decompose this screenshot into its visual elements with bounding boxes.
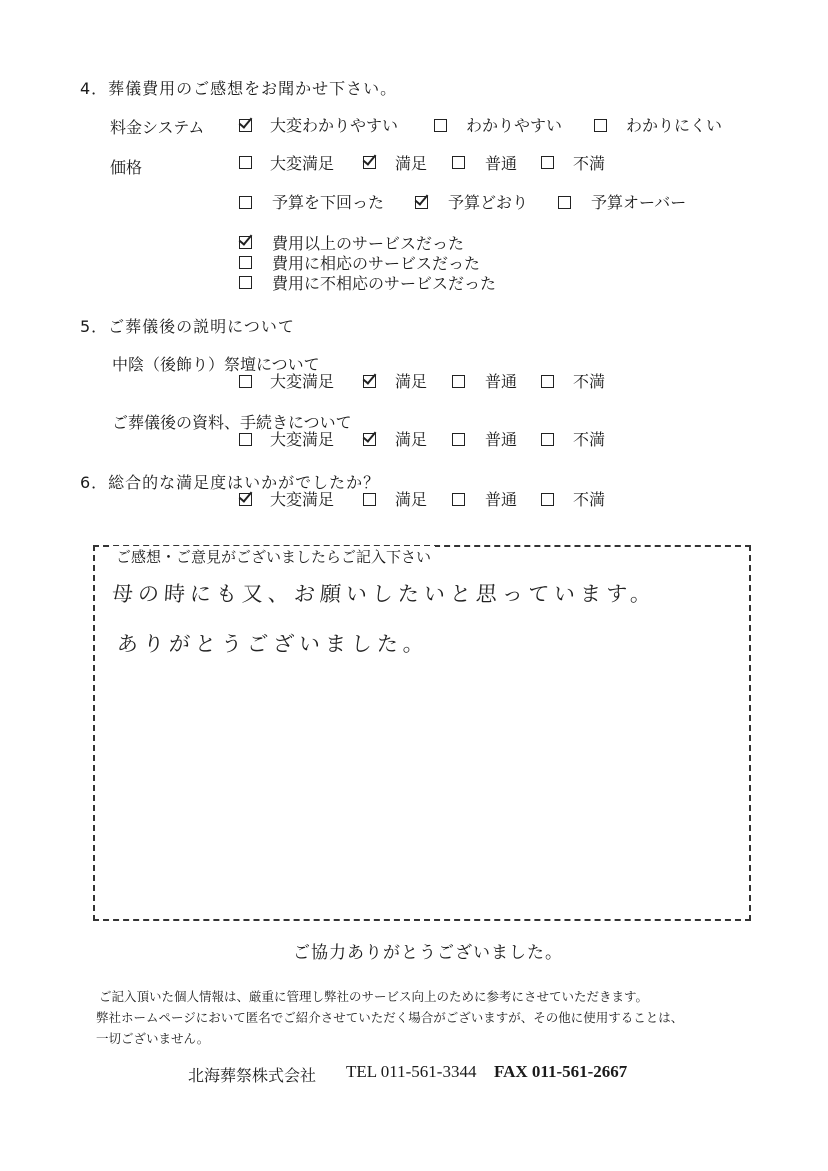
overall-opt4-label: 不満	[573, 490, 606, 509]
price-r1-opt1-checkbox[interactable]	[239, 156, 252, 169]
price-r3-opt1-checkbox[interactable]	[239, 236, 252, 249]
company-fax: FAX 011-561-2667	[494, 1062, 628, 1081]
overall-opt4-checkbox[interactable]	[541, 493, 554, 506]
price-r2-opt1-label: 予算を下回った	[272, 193, 385, 212]
price-r3-opt3-label: 費用に不相応のサービスだった	[272, 274, 497, 293]
altar-opt4-checkbox[interactable]	[541, 375, 554, 388]
overall-opt2-checkbox[interactable]	[363, 493, 376, 506]
price-r1-opt2-label: 満足	[395, 154, 428, 173]
q4-title: 4．葬儀費用のご感想をお聞かせ下さい。	[80, 79, 398, 98]
system-opt1-label: 大変わかりやすい	[270, 116, 399, 135]
altar-opt1-checkbox[interactable]	[239, 375, 252, 388]
price-r3-opt1-label: 費用以上のサービスだった	[272, 234, 465, 253]
system-opt3-checkbox[interactable]	[594, 119, 607, 132]
comment-handwritten-line2: ありがとうございました。	[116, 632, 430, 656]
price-r1-opt3-checkbox[interactable]	[452, 156, 465, 169]
price-r2-opt2-label: 予算どおり	[448, 193, 529, 212]
q6-title: 6．総合的な満足度はいかがでしたか？	[80, 473, 381, 492]
system-opt1-checkbox[interactable]	[239, 119, 252, 132]
docs-opt2-label: 満足	[395, 430, 428, 449]
altar-opt3-checkbox[interactable]	[452, 375, 465, 388]
thanks-message: ご協力ありがとうございました。	[293, 943, 563, 963]
altar-opt2-label: 満足	[395, 372, 428, 391]
docs-opt1-checkbox[interactable]	[239, 433, 252, 446]
docs-opt4-checkbox[interactable]	[541, 433, 554, 446]
overall-opt1-checkbox[interactable]	[239, 493, 252, 506]
price-r3-opt2-checkbox[interactable]	[239, 256, 252, 269]
price-r1-opt2-checkbox[interactable]	[363, 156, 376, 169]
altar-label: 中陰（後飾り）祭壇について	[112, 355, 320, 374]
docs-opt4-label: 不満	[573, 430, 606, 449]
company-name: 北海葬祭株式会社	[188, 1066, 317, 1085]
docs-label: ご葬儀後の資料、手続きについて	[112, 413, 352, 432]
q5-title: 5．ご葬儀後の説明について	[80, 317, 295, 336]
system-opt2-label: わかりやすい	[466, 116, 563, 135]
overall-opt3-label: 普通	[485, 490, 518, 509]
overall-opt1-label: 大変満足	[270, 490, 335, 509]
price-r1-opt1-label: 大変満足	[270, 154, 335, 173]
altar-opt1-label: 大変満足	[270, 372, 335, 391]
price-r2-opt1-checkbox[interactable]	[239, 196, 252, 209]
docs-opt2-checkbox[interactable]	[363, 433, 376, 446]
overall-opt2-label: 満足	[395, 490, 428, 509]
price-r1-opt3-label: 普通	[485, 154, 518, 173]
altar-opt2-checkbox[interactable]	[363, 375, 376, 388]
price-r1-opt4-label: 不満	[573, 154, 606, 173]
price-r2-opt3-label: 予算オーバー	[591, 193, 687, 212]
docs-opt3-label: 普通	[485, 430, 518, 449]
docs-opt1-label: 大変満足	[270, 430, 335, 449]
price-r2-opt3-checkbox[interactable]	[558, 196, 571, 209]
privacy-line2: 弊社ホームページにおいて匿名でご紹介させていただく場合がございますが、その他に使用することは、	[96, 1010, 684, 1025]
privacy-line1: ご記入頂いた個人情報は、厳重に管理し弊社のサービス向上のために参考にさせていただきます。	[99, 989, 649, 1004]
system-label: 料金システム	[110, 118, 205, 137]
price-r2-opt2-checkbox[interactable]	[415, 196, 428, 209]
system-opt2-checkbox[interactable]	[434, 119, 447, 132]
price-r1-opt4-checkbox[interactable]	[541, 156, 554, 169]
system-opt3-label: わかりにくい	[626, 116, 723, 135]
company-tel: TEL 011-561-3344	[346, 1062, 477, 1081]
comment-heading: ご感想・ご意見がございましたらご記入下さい	[112, 546, 435, 567]
price-r3-opt3-checkbox[interactable]	[239, 276, 252, 289]
docs-opt3-checkbox[interactable]	[452, 433, 465, 446]
price-label: 価格	[110, 158, 143, 177]
altar-opt3-label: 普通	[485, 372, 518, 391]
overall-opt3-checkbox[interactable]	[452, 493, 465, 506]
price-r3-opt2-label: 費用に相応のサービスだった	[272, 254, 481, 273]
privacy-line3: 一切ございません。	[96, 1031, 210, 1046]
comment-handwritten-line1: 母の時にも又、お願いしたいと思っています。	[111, 582, 658, 606]
altar-opt4-label: 不満	[573, 372, 606, 391]
